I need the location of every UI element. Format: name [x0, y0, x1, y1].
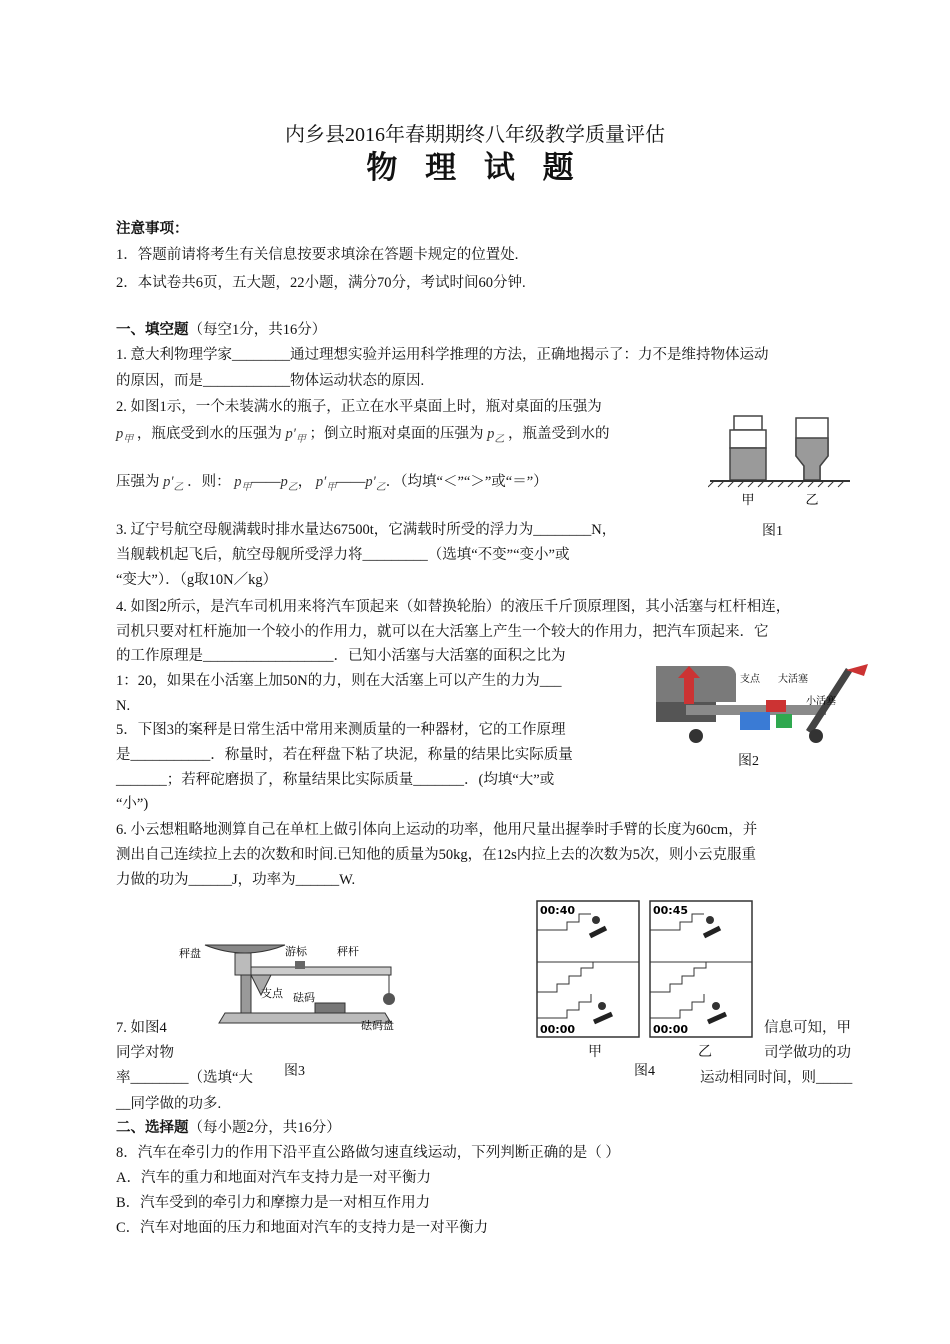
q5-line-3: _______；若秤砣磨损了，称量结果比实际质量_______．(均填“大”或 — [116, 772, 555, 788]
q8-option-c: C．汽车对地面的压力和地面对汽车的支持力是一对平衡力 — [116, 1220, 489, 1236]
p-yi: $p_乙$ — [487, 426, 505, 445]
person-jia-bottom — [598, 1002, 606, 1010]
q2-line-3 — [116, 472, 548, 498]
q2-text-2c: ，瓶盖受到水的 — [508, 426, 610, 442]
q2-text-3d: ．（均填“＜”“＞”或“＝”） — [385, 474, 548, 490]
q2-text-2a: ，瓶底受到水的压强为 — [136, 426, 282, 442]
notes-heading: 注意事项： — [116, 221, 189, 237]
fig3-label-rider: 游标 — [285, 945, 307, 958]
fig2-caption: 图2 — [738, 754, 759, 769]
q6-line-2: 测出自己连续拉上去的次数和时间.已知他的质量为50kg，在12s内拉上去的次数为5次，则小云克服重 — [116, 847, 757, 863]
fig4-time-end-yi: 00:45 — [653, 904, 689, 917]
q8-option-b: B．汽车受到的牵引力和摩擦力是一对相互作用力 — [116, 1195, 431, 1211]
fig4-caption: 图4 — [634, 1064, 655, 1079]
fig4-frame-yi — [650, 901, 752, 1037]
fig3-caption: 图3 — [284, 1064, 305, 1079]
fig4-label-jia: 甲 — [588, 1045, 602, 1060]
figure-3 — [175, 935, 415, 1035]
fig4-time-start-yi: 00:00 — [653, 1023, 689, 1036]
q6-line-3: 力做的功为______J，功率为______W. — [116, 872, 356, 888]
q2-text-3b: ．则： — [187, 474, 231, 490]
q7-frag-a4: __同学做的功多. — [116, 1096, 222, 1112]
pan-support — [235, 953, 251, 975]
q8-stem: 8．汽车在牵引力的作用下沿平直公路做匀速直线运动，下列判断正确的是（ ） — [116, 1145, 620, 1161]
q1-line-2: 的原因，而是____________物体运动状态的原因. — [116, 373, 425, 389]
force-arrow-up — [684, 674, 694, 704]
q2-text-3c: ， — [297, 474, 313, 490]
fig2-label-small-piston: 小活塞 — [806, 696, 836, 707]
q7-frag-b2: 司学做功的功 — [764, 1045, 851, 1061]
fig1-caption: 图1 — [762, 524, 783, 539]
fig3-label-weight: 砝码 — [293, 991, 315, 1004]
q2-line-2 — [116, 424, 610, 450]
q4-line-1: 4. 如图2所示，是汽车司机用来将汽车顶起来（如替换轮胎）的液压千斤顶原理图，其小活塞与杠杆相连， — [116, 599, 791, 615]
section-1-title: 一、填空题 — [116, 322, 189, 338]
cmp1-left: $p_甲$ — [234, 474, 252, 493]
p-jia: $p_甲$ — [116, 426, 134, 445]
q7-frag-a2: 同学对物 — [116, 1045, 174, 1061]
q4-line-2: 司机只要对杠杆施加一个较小的作用力，就可以在大活塞上产生一个较大的作用力，把汽车顶起来．它 — [116, 624, 769, 640]
section-1-header — [116, 320, 326, 340]
cmp2-blank: —— — [336, 474, 366, 490]
cmp1-blank: —— — [251, 474, 281, 490]
fig4-time-end-jia: 00:40 — [540, 904, 576, 917]
wheel-left — [689, 729, 703, 743]
section-2-title: 二、选择题 — [116, 1120, 189, 1136]
fig1-label-jia: 甲 — [741, 493, 755, 508]
small-piston — [776, 714, 792, 728]
fig4-label-yi: 乙 — [698, 1045, 712, 1060]
bottle-jia-top — [730, 430, 766, 448]
valve — [766, 700, 786, 712]
section-1-note: （每空1分，共16分） — [188, 322, 327, 338]
page-subtitle: 物 理 试 题 — [366, 150, 584, 185]
q5-line-4: “小”) — [116, 796, 149, 812]
rider — [295, 961, 305, 969]
q7-frag-b3: 运动相同时间，则_____ — [700, 1070, 853, 1086]
figure-1 — [708, 408, 858, 518]
bottle-jia-water — [730, 448, 766, 480]
fig2-label-big-piston: 大活塞 — [778, 674, 808, 685]
person-yi-bottom — [712, 1002, 720, 1010]
cmp2-left: $p'_甲$ — [315, 474, 337, 493]
section-2-note: （每小题2分，共16分） — [188, 1120, 341, 1136]
scale-beam — [251, 967, 391, 975]
big-piston-cylinder — [740, 712, 770, 730]
scale-pan — [205, 945, 285, 953]
cmp2-right: $p'_乙$ — [365, 474, 386, 493]
figure-4 — [536, 900, 758, 1040]
q5-line-2: 是___________．称量时，若在秤盘下粘了块泥，称量的结果比实际质量 — [116, 747, 573, 763]
pan-column — [241, 975, 251, 1013]
q7-frag-a1: 7. 如图4 — [116, 1020, 167, 1036]
q1-line-1: 1. 意大利物理学家________通过理想实验并运用科学推理的方法，正确地揭示了：力不是维持物体运动 — [116, 347, 769, 363]
note-1: 1．答题前请将考生有关信息按要求填涂在答题卡规定的位置处. — [116, 247, 519, 263]
section-2-header — [116, 1118, 341, 1138]
cmp1-right: $p_乙$ — [280, 474, 298, 493]
q5-line-1: 5．下图3的案秤是日常生活中常用来测质量的一种器材，它的工作原理 — [116, 722, 566, 738]
q4-line-4: 1：20，如果在小活塞上加50N的力，则在大活塞上可以产生的力为___ — [116, 673, 562, 689]
person-jia-top — [592, 916, 600, 924]
fig3-label-weight-pan: 砝码盘 — [361, 1019, 394, 1032]
fig2-label-fulcrum: 支点 — [740, 674, 760, 685]
weight-pan-disc — [383, 993, 395, 1005]
q6-line-1: 6. 小云想粗略地测算自己在单杠上做引体向上运动的功率，他用尺量出握拳时手臂的长度为60cm，并 — [116, 822, 758, 838]
q3-line-3: “变大”）．（g取10N／kg） — [116, 572, 278, 588]
fig4-frame-jia — [537, 901, 639, 1037]
q2-text-3a: 压强为 — [116, 474, 160, 490]
fig3-label-fulcrum: 支点 — [261, 987, 283, 1000]
q2-text-2b: ；倒立时瓶对桌面的压强为 — [309, 426, 484, 442]
q7-frag-a3: 率________（选填“大 — [116, 1070, 253, 1086]
p-jia-prime: $p'_甲$ — [285, 426, 306, 445]
fig4-time-start-jia: 00:00 — [540, 1023, 576, 1036]
q4-line-5: N. — [116, 698, 131, 714]
person-yi-top — [706, 916, 714, 924]
q3-line-2: 当舰载机起飞后，航空母舰所受浮力将_________（选填“不变”“变小”或 — [116, 547, 570, 563]
q3-line-1: 3. 辽宁号航空母舰满载时排水量达67500t，它满载时所受的浮力为________N， — [116, 522, 617, 538]
bottle-yi-water — [796, 438, 828, 480]
bottle-jia-cap — [734, 416, 762, 430]
p-yi-prime: $p'_乙$ — [163, 474, 184, 493]
fig3-label-pan: 秤盘 — [179, 947, 201, 960]
fig3-label-beam: 秤杆 — [337, 945, 359, 958]
q4-line-3: 的工作原理是__________________．已知小活塞与大活塞的面积之比为 — [116, 648, 566, 664]
q2-line-1: 2. 如图1示，一个未装满水的瓶子，正立在水平桌面上时，瓶对桌面的压强为 — [116, 399, 602, 415]
note-2: 2．本试卷共6页，五大题，22小题，满分70分，考试时间60分钟. — [116, 275, 526, 291]
figure-2 — [656, 660, 876, 746]
q8-option-a: A．汽车的重力和地面对汽车支持力是一对平衡力 — [116, 1170, 431, 1186]
car-body — [656, 666, 736, 702]
page-title: 内乡县2016年春期期终八年级教学质量评估 — [285, 124, 665, 146]
fig1-label-yi: 乙 — [805, 493, 819, 508]
q7-frag-b1: 信息可知，甲 — [764, 1020, 851, 1036]
wheel-right — [809, 729, 823, 743]
